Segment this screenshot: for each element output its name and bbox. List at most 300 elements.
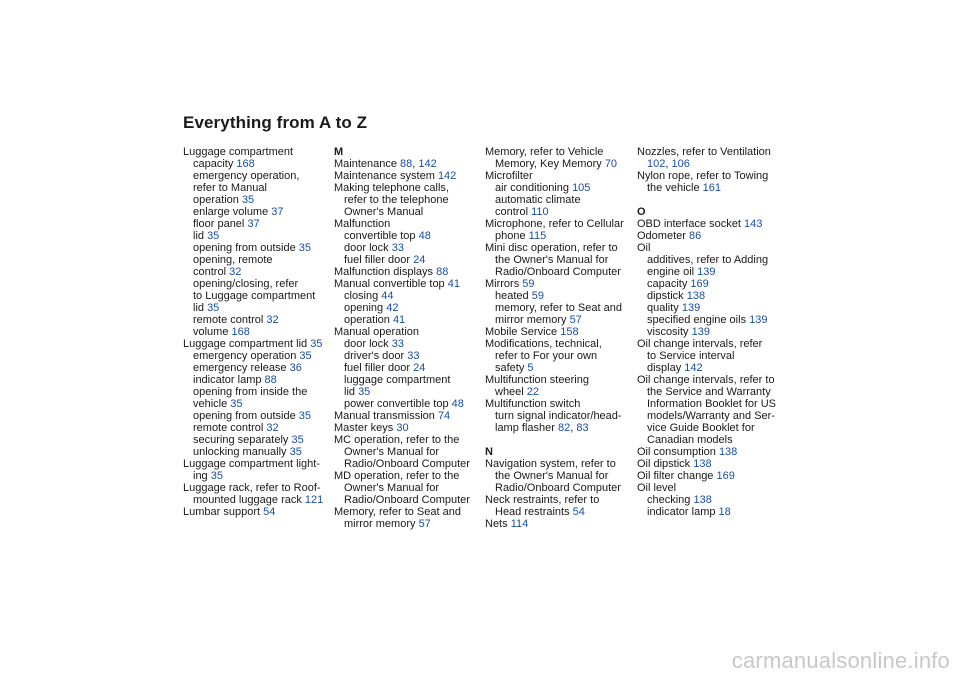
page-number-link[interactable]: 139 xyxy=(749,314,768,326)
entry-text: Memory, refer to Vehicle xyxy=(485,146,604,158)
page-number-link[interactable]: 35 xyxy=(210,470,223,482)
page-number-link[interactable]: 169 xyxy=(716,470,735,482)
index-subentry xyxy=(637,422,787,434)
index-entry xyxy=(637,242,787,254)
page-number-link[interactable]: 138 xyxy=(693,494,712,506)
index-entry: Maintenance 88, 142 xyxy=(334,158,437,170)
page-number-link[interactable]: 30 xyxy=(396,422,409,434)
entry-text: MD operation, refer to the xyxy=(334,470,460,482)
entry-text: OBD interface socket xyxy=(637,218,744,230)
index-entry xyxy=(334,170,484,182)
page-number-link[interactable]: 32 xyxy=(266,314,279,326)
page-number-link[interactable]: 41 xyxy=(447,278,460,290)
index-subentry xyxy=(637,314,787,326)
entry-text: opening xyxy=(344,302,387,314)
entry-text: opening from outside xyxy=(193,242,299,254)
page-number-link[interactable]: 88 xyxy=(264,374,277,386)
entry-text: Owner's Manual xyxy=(344,206,424,218)
entry-text: Multifunction steering xyxy=(485,374,589,386)
entry-text: unlocking manually xyxy=(193,446,290,458)
entry-text: opening/closing, refer xyxy=(193,278,299,290)
page-number-link[interactable]: 114 xyxy=(510,518,529,530)
index-subentry xyxy=(183,290,333,302)
page-number-link[interactable]: 33 xyxy=(391,242,404,254)
index-subentry xyxy=(485,314,635,326)
index-letter-heading: N xyxy=(485,446,493,458)
entry-text: volume xyxy=(193,326,232,338)
index-subentry xyxy=(637,386,787,398)
index-entry xyxy=(334,410,484,422)
entry-text: door lock xyxy=(344,242,392,254)
page-number-link[interactable]: 88 xyxy=(436,266,449,278)
index-column-2 xyxy=(334,146,484,530)
index-subentry xyxy=(183,446,333,458)
index-subentry xyxy=(485,254,635,266)
index-subentry xyxy=(183,266,333,278)
page-number-link[interactable]: 57 xyxy=(569,314,582,326)
index-entry xyxy=(485,218,635,230)
page-number-link[interactable]: 33 xyxy=(391,338,404,350)
index-subentry xyxy=(637,494,787,506)
index-entry xyxy=(334,470,484,482)
index-entry xyxy=(183,506,333,518)
index-subentry xyxy=(334,206,484,218)
entry-text: the Service and Warranty xyxy=(647,386,771,398)
index-subentry xyxy=(334,314,484,326)
page-number-link[interactable]: 41 xyxy=(392,314,406,326)
page-number-link[interactable]: 74 xyxy=(437,410,451,422)
entry-text: the Owner's Manual for xyxy=(495,470,609,482)
entry-text: Navigation system, refer to xyxy=(485,458,616,470)
entry-text: turn signal indicator/head- xyxy=(495,410,622,422)
entry-text: the Owner's Manual for xyxy=(495,254,609,266)
entry-text: vice Guide Booklet for xyxy=(647,422,755,434)
entry-text: control xyxy=(495,206,532,218)
page-number-link[interactable]: 24 xyxy=(413,362,426,374)
entry-text: Memory, Key Memory xyxy=(495,158,605,170)
index-entry xyxy=(485,278,635,290)
index-subentry xyxy=(485,290,635,302)
entry-text: automatic climate xyxy=(495,194,581,206)
entry-text: Oil dipstick xyxy=(637,458,694,470)
index-subentry xyxy=(183,278,333,290)
entry-text: Owner's Manual for xyxy=(344,482,440,494)
page-number-link[interactable]: 86 xyxy=(688,230,702,242)
entry-text: remote control xyxy=(193,422,267,434)
page-number-link[interactable]: 54 xyxy=(263,506,276,518)
page-number-link[interactable]: 138 xyxy=(693,458,712,470)
index-subentry xyxy=(183,242,333,254)
index-entry xyxy=(637,218,787,230)
entry-text: lid xyxy=(193,302,208,314)
entry-text: wheel xyxy=(495,386,527,398)
entry-text: Oil consumption xyxy=(637,446,719,458)
entry-text: remote control xyxy=(193,314,267,326)
index-subentry xyxy=(637,410,787,422)
entry-text: Maintenance xyxy=(334,158,401,170)
entry-text: Luggage compartment xyxy=(183,146,294,158)
index-subentry xyxy=(334,446,484,458)
entry-text: refer to the telephone xyxy=(344,194,449,206)
entry-text: Oil level xyxy=(637,482,677,494)
entry-text: Manual convertible top xyxy=(334,278,448,290)
entry-text: Manual operation xyxy=(334,326,420,338)
index-entry xyxy=(637,146,787,158)
page-number-link[interactable]: 70 xyxy=(604,158,618,170)
index-subentry xyxy=(183,434,333,446)
page-number-link[interactable]: 102 xyxy=(647,158,666,170)
index-subentry xyxy=(183,410,333,422)
index-subentry xyxy=(183,470,333,482)
entry-text: emergency operation xyxy=(193,350,300,362)
index-subentry xyxy=(334,458,484,470)
index-subentry xyxy=(485,302,635,314)
index-subentry xyxy=(183,494,333,506)
index-subentry xyxy=(485,470,635,482)
entry-text: indicator lamp xyxy=(647,506,719,518)
page-number-link[interactable]: 110 xyxy=(531,206,549,218)
entry-text: vehicle xyxy=(193,398,231,410)
entry-text: Oil change intervals, refer xyxy=(637,338,763,350)
entry-text: Multifunction switch xyxy=(485,398,581,410)
entry-text: Information Booklet for US xyxy=(647,398,777,410)
index-column-1 xyxy=(183,146,333,518)
page-number-link[interactable]: 32 xyxy=(266,422,279,434)
entry-text: Nozzles, refer to Ventilation xyxy=(637,146,771,158)
page-number-link[interactable]: 168 xyxy=(236,158,255,170)
index-subentry xyxy=(183,206,333,218)
page-number-link[interactable]: 42 xyxy=(386,302,399,314)
entry-text: Luggage rack, refer to Roof- xyxy=(183,482,321,494)
entry-text: securing separately xyxy=(193,434,292,446)
entry-text: opening from outside xyxy=(193,410,299,422)
page-number-link[interactable]: 35 xyxy=(358,386,371,398)
index-subentry xyxy=(485,350,635,362)
index-subentry xyxy=(485,362,635,374)
index-entry xyxy=(637,470,787,482)
entry-text: Nylon rope, refer to Towing xyxy=(637,170,769,182)
index-entry xyxy=(637,170,787,182)
page-number-link[interactable]: 24 xyxy=(413,254,426,266)
index-subentry xyxy=(183,218,333,230)
entry-text: Head restraints xyxy=(495,506,573,518)
page-number-link[interactable]: 139 xyxy=(697,266,716,278)
entry-text: door lock xyxy=(344,338,392,350)
index-subentry xyxy=(183,386,333,398)
page-number-link[interactable]: 35 xyxy=(289,446,302,458)
page-number-link[interactable]: 22 xyxy=(526,386,540,398)
entry-text: display xyxy=(647,362,685,374)
entry-text: Oil filter change xyxy=(637,470,717,482)
entry-text: Nets xyxy=(485,518,511,530)
index-entry xyxy=(334,182,484,194)
entry-text: MC operation, refer to the xyxy=(334,434,460,446)
entry-text: fuel filler door xyxy=(344,254,414,266)
page-number-link[interactable]: 161 xyxy=(702,182,722,194)
watermark-text: carmanualsonline.info xyxy=(731,648,950,673)
index-entry xyxy=(334,326,484,338)
page-number-link[interactable]: 121 xyxy=(304,494,324,506)
index-subentry xyxy=(334,254,484,266)
index-subentry xyxy=(183,326,333,338)
index-subentry xyxy=(637,350,787,362)
index-subentry xyxy=(334,194,484,206)
page-number-link[interactable]: 48 xyxy=(418,230,431,242)
page-number-link[interactable]: 54 xyxy=(572,506,585,518)
index-subentry xyxy=(183,254,333,266)
entry-text: the vehicle xyxy=(647,182,703,194)
section-spacer xyxy=(637,194,787,206)
page-number-link[interactable]: 83 xyxy=(576,422,589,434)
index-subentry xyxy=(334,518,484,530)
page-number-link[interactable]: 37 xyxy=(247,218,260,230)
index-entry xyxy=(485,338,635,350)
entry-text: opening from inside the xyxy=(193,386,308,398)
page-number-link[interactable]: 33 xyxy=(407,350,420,362)
page-number-link[interactable]: 158 xyxy=(560,326,579,338)
entry-text: ing xyxy=(193,470,211,482)
index-subentry xyxy=(485,206,635,218)
index-subentry xyxy=(334,494,484,506)
page-number-link[interactable]: 138 xyxy=(686,290,706,302)
index-subentry xyxy=(334,230,484,242)
entry-text: additives, refer to Adding xyxy=(647,254,769,266)
page-number-link[interactable]: 138 xyxy=(718,446,738,458)
entry-text: Modifications, technical, xyxy=(485,338,602,350)
page-number-link[interactable]: 36 xyxy=(289,362,302,374)
index-entry xyxy=(485,374,635,386)
page-number-link[interactable]: 139 xyxy=(681,302,701,314)
entry-text: refer to For your own xyxy=(495,350,598,362)
entry-text: enlarge volume xyxy=(193,206,272,218)
page-number-link[interactable]: 35 xyxy=(299,350,312,362)
entry-text: Radio/Onboard Computer xyxy=(344,494,470,506)
page-number-link[interactable]: 35 xyxy=(207,302,220,314)
entry-text: Luggage compartment lid xyxy=(183,338,311,350)
index-subentry xyxy=(485,158,635,170)
index-subentry xyxy=(183,302,333,314)
page-number-link[interactable]: 88 xyxy=(400,158,413,170)
entry-text: dipstick xyxy=(647,290,687,302)
index-subentry xyxy=(334,242,484,254)
index-entry xyxy=(334,434,484,446)
entry-text: memory, refer to Seat and xyxy=(495,302,622,314)
entry-text: Oil xyxy=(637,242,651,254)
entry-text: opening, remote xyxy=(193,254,273,266)
index-subentry xyxy=(183,314,333,326)
entry-text: Memory, refer to Seat and xyxy=(334,506,461,518)
entry-text: lid xyxy=(344,386,359,398)
index-subentry xyxy=(485,194,635,206)
index-subentry xyxy=(637,434,787,446)
entry-text: Oil change intervals, refer to xyxy=(637,374,775,386)
index-entry xyxy=(334,218,484,230)
index-subentry xyxy=(183,398,333,410)
entry-text: operation xyxy=(344,314,393,326)
index-entry xyxy=(334,266,484,278)
page-number-link[interactable]: 115 xyxy=(528,230,547,242)
page-number-link[interactable]: 35 xyxy=(230,398,243,410)
page-number-link[interactable]: 143 xyxy=(744,218,763,230)
page-number-link[interactable]: 82 xyxy=(557,422,571,434)
index-subentry xyxy=(334,374,484,386)
page-number-link[interactable]: 5 xyxy=(527,362,534,374)
entry-text: mirror memory xyxy=(495,314,570,326)
index-subentry xyxy=(485,506,635,518)
page-number-link[interactable]: 35 xyxy=(310,338,323,350)
entry-text: Radio/Onboard Computer xyxy=(495,266,621,278)
page-number-link[interactable]: 18 xyxy=(718,506,731,518)
index-subentry xyxy=(334,362,484,374)
entry-text: lid xyxy=(193,230,208,242)
entry-text: Owner's Manual for xyxy=(344,446,440,458)
entry-text: checking xyxy=(647,494,694,506)
index-subentry xyxy=(183,230,333,242)
index-entry xyxy=(637,338,787,350)
entry-text: Radio/Onboard Computer xyxy=(495,482,621,494)
entry-text: refer to Manual xyxy=(193,182,267,194)
index-subentry xyxy=(637,506,787,518)
index-entry xyxy=(485,242,635,254)
entry-text: capacity xyxy=(647,278,691,290)
index-subentry xyxy=(637,362,787,374)
index-entry xyxy=(334,506,484,518)
entry-text: air conditioning xyxy=(495,182,573,194)
index-entry xyxy=(183,338,333,350)
entry-text: mounted luggage rack xyxy=(193,494,305,506)
entry-text: Luggage compartment light- xyxy=(183,458,320,470)
page-number-link[interactable]: 35 xyxy=(207,230,220,242)
entry-text: quality xyxy=(647,302,682,314)
entry-text: mirror memory xyxy=(344,518,419,530)
index-entry xyxy=(637,482,787,494)
index-entry xyxy=(334,422,484,434)
page-number-link[interactable]: 59 xyxy=(522,278,535,290)
entry-text: Manual transmission xyxy=(334,410,438,422)
index-subentry xyxy=(334,482,484,494)
entry-text: lamp flasher xyxy=(495,422,558,434)
entry-text: phone xyxy=(495,230,529,242)
index-subentry xyxy=(637,278,787,290)
entry-text: Making telephone calls, xyxy=(334,182,449,194)
entry-text: to Service interval xyxy=(647,350,735,362)
index-subentry xyxy=(485,482,635,494)
index-subentry xyxy=(183,350,333,362)
page-number-link[interactable]: 105 xyxy=(572,182,591,194)
index-entry xyxy=(485,458,635,470)
entry-text: floor panel xyxy=(193,218,248,230)
entry-text: power convertible top xyxy=(344,398,452,410)
index-entry xyxy=(183,146,333,158)
entry-text: to Luggage compartment xyxy=(193,290,316,302)
index-subentry xyxy=(183,362,333,374)
entry-text: Mobile Service xyxy=(485,326,561,338)
page-number-link[interactable]: 142 xyxy=(684,362,703,374)
index-column-4 xyxy=(637,146,787,518)
page-number-link[interactable]: 142 xyxy=(418,158,437,170)
index-entry xyxy=(183,482,333,494)
entry-text: Microphone, refer to Cellular xyxy=(485,218,624,230)
index-subentry xyxy=(183,194,333,206)
page-number-link[interactable]: 139 xyxy=(691,326,710,338)
entry-text: capacity xyxy=(193,158,237,170)
entry-text: indicator lamp xyxy=(193,374,265,386)
page-number-link[interactable]: 106 xyxy=(671,158,690,170)
page-number-link[interactable]: 32 xyxy=(229,266,242,278)
index-entry xyxy=(183,458,333,470)
index-entry xyxy=(637,230,787,242)
index-subentry xyxy=(334,290,484,302)
index-entry xyxy=(485,170,635,182)
page-number-link[interactable]: 35 xyxy=(241,194,255,206)
entry-text: driver's door xyxy=(344,350,408,362)
entry-text: Microfilter xyxy=(485,170,533,182)
page-number-link[interactable]: 168 xyxy=(231,326,250,338)
entry-text: Neck restraints, refer to xyxy=(485,494,600,506)
entry-text: Malfunction xyxy=(334,218,391,230)
index-subentry xyxy=(183,374,333,386)
index-entry xyxy=(485,326,635,338)
index-subentry: lamp flasher 82, 83 xyxy=(495,422,589,434)
entry-text: emergency operation, xyxy=(193,170,300,182)
index-subentry xyxy=(637,182,787,194)
entry-text: safety xyxy=(495,362,528,374)
index-subentry xyxy=(637,254,787,266)
index-subentry xyxy=(485,386,635,398)
entry-text: convertible top xyxy=(344,230,419,242)
entry-text: Lumbar support xyxy=(183,506,264,518)
index-subentry: 102, 106 xyxy=(647,158,690,170)
index-letter-heading: M xyxy=(334,146,344,158)
entry-text: closing xyxy=(344,290,382,302)
index-subentry xyxy=(485,182,635,194)
index-subentry xyxy=(637,302,787,314)
index-subentry xyxy=(183,422,333,434)
index-subentry xyxy=(183,182,333,194)
page-number-link[interactable]: 44 xyxy=(381,290,394,302)
entry-text: control xyxy=(193,266,230,278)
entry-text: luggage compartment xyxy=(344,374,451,386)
index-letter-heading: O xyxy=(637,206,646,218)
entry-text: Canadian models xyxy=(647,434,733,446)
page-number-link[interactable]: 169 xyxy=(690,278,709,290)
page-number-link[interactable]: 57 xyxy=(418,518,431,530)
page-number-link[interactable]: 48 xyxy=(451,398,464,410)
index-entry xyxy=(637,374,787,386)
entry-text: fuel filler door xyxy=(344,362,414,374)
page-number-link[interactable]: 35 xyxy=(291,434,304,446)
entry-text: Master keys xyxy=(334,422,397,434)
page-number-link[interactable]: 142 xyxy=(437,170,457,182)
index-subentry xyxy=(485,266,635,278)
entry-text: emergency release xyxy=(193,362,290,374)
index-entry xyxy=(637,458,787,470)
section-spacer xyxy=(485,434,635,446)
entry-text: Odometer xyxy=(637,230,689,242)
index-subentry xyxy=(637,326,787,338)
index-subentry xyxy=(485,230,635,242)
entry-text: Mini disc operation, refer to xyxy=(485,242,618,254)
entry-text: models/Warranty and Ser- xyxy=(647,410,775,422)
index-subentry xyxy=(183,170,333,182)
index-column-3 xyxy=(485,146,635,530)
entry-text: Mirrors xyxy=(485,278,523,290)
entry-text: engine oil xyxy=(647,266,698,278)
page-number-link[interactable]: 35 xyxy=(298,410,312,422)
page-number-link[interactable]: 37 xyxy=(271,206,284,218)
page-number-link[interactable]: 35 xyxy=(298,242,312,254)
page-number-link[interactable]: 59 xyxy=(531,290,544,302)
